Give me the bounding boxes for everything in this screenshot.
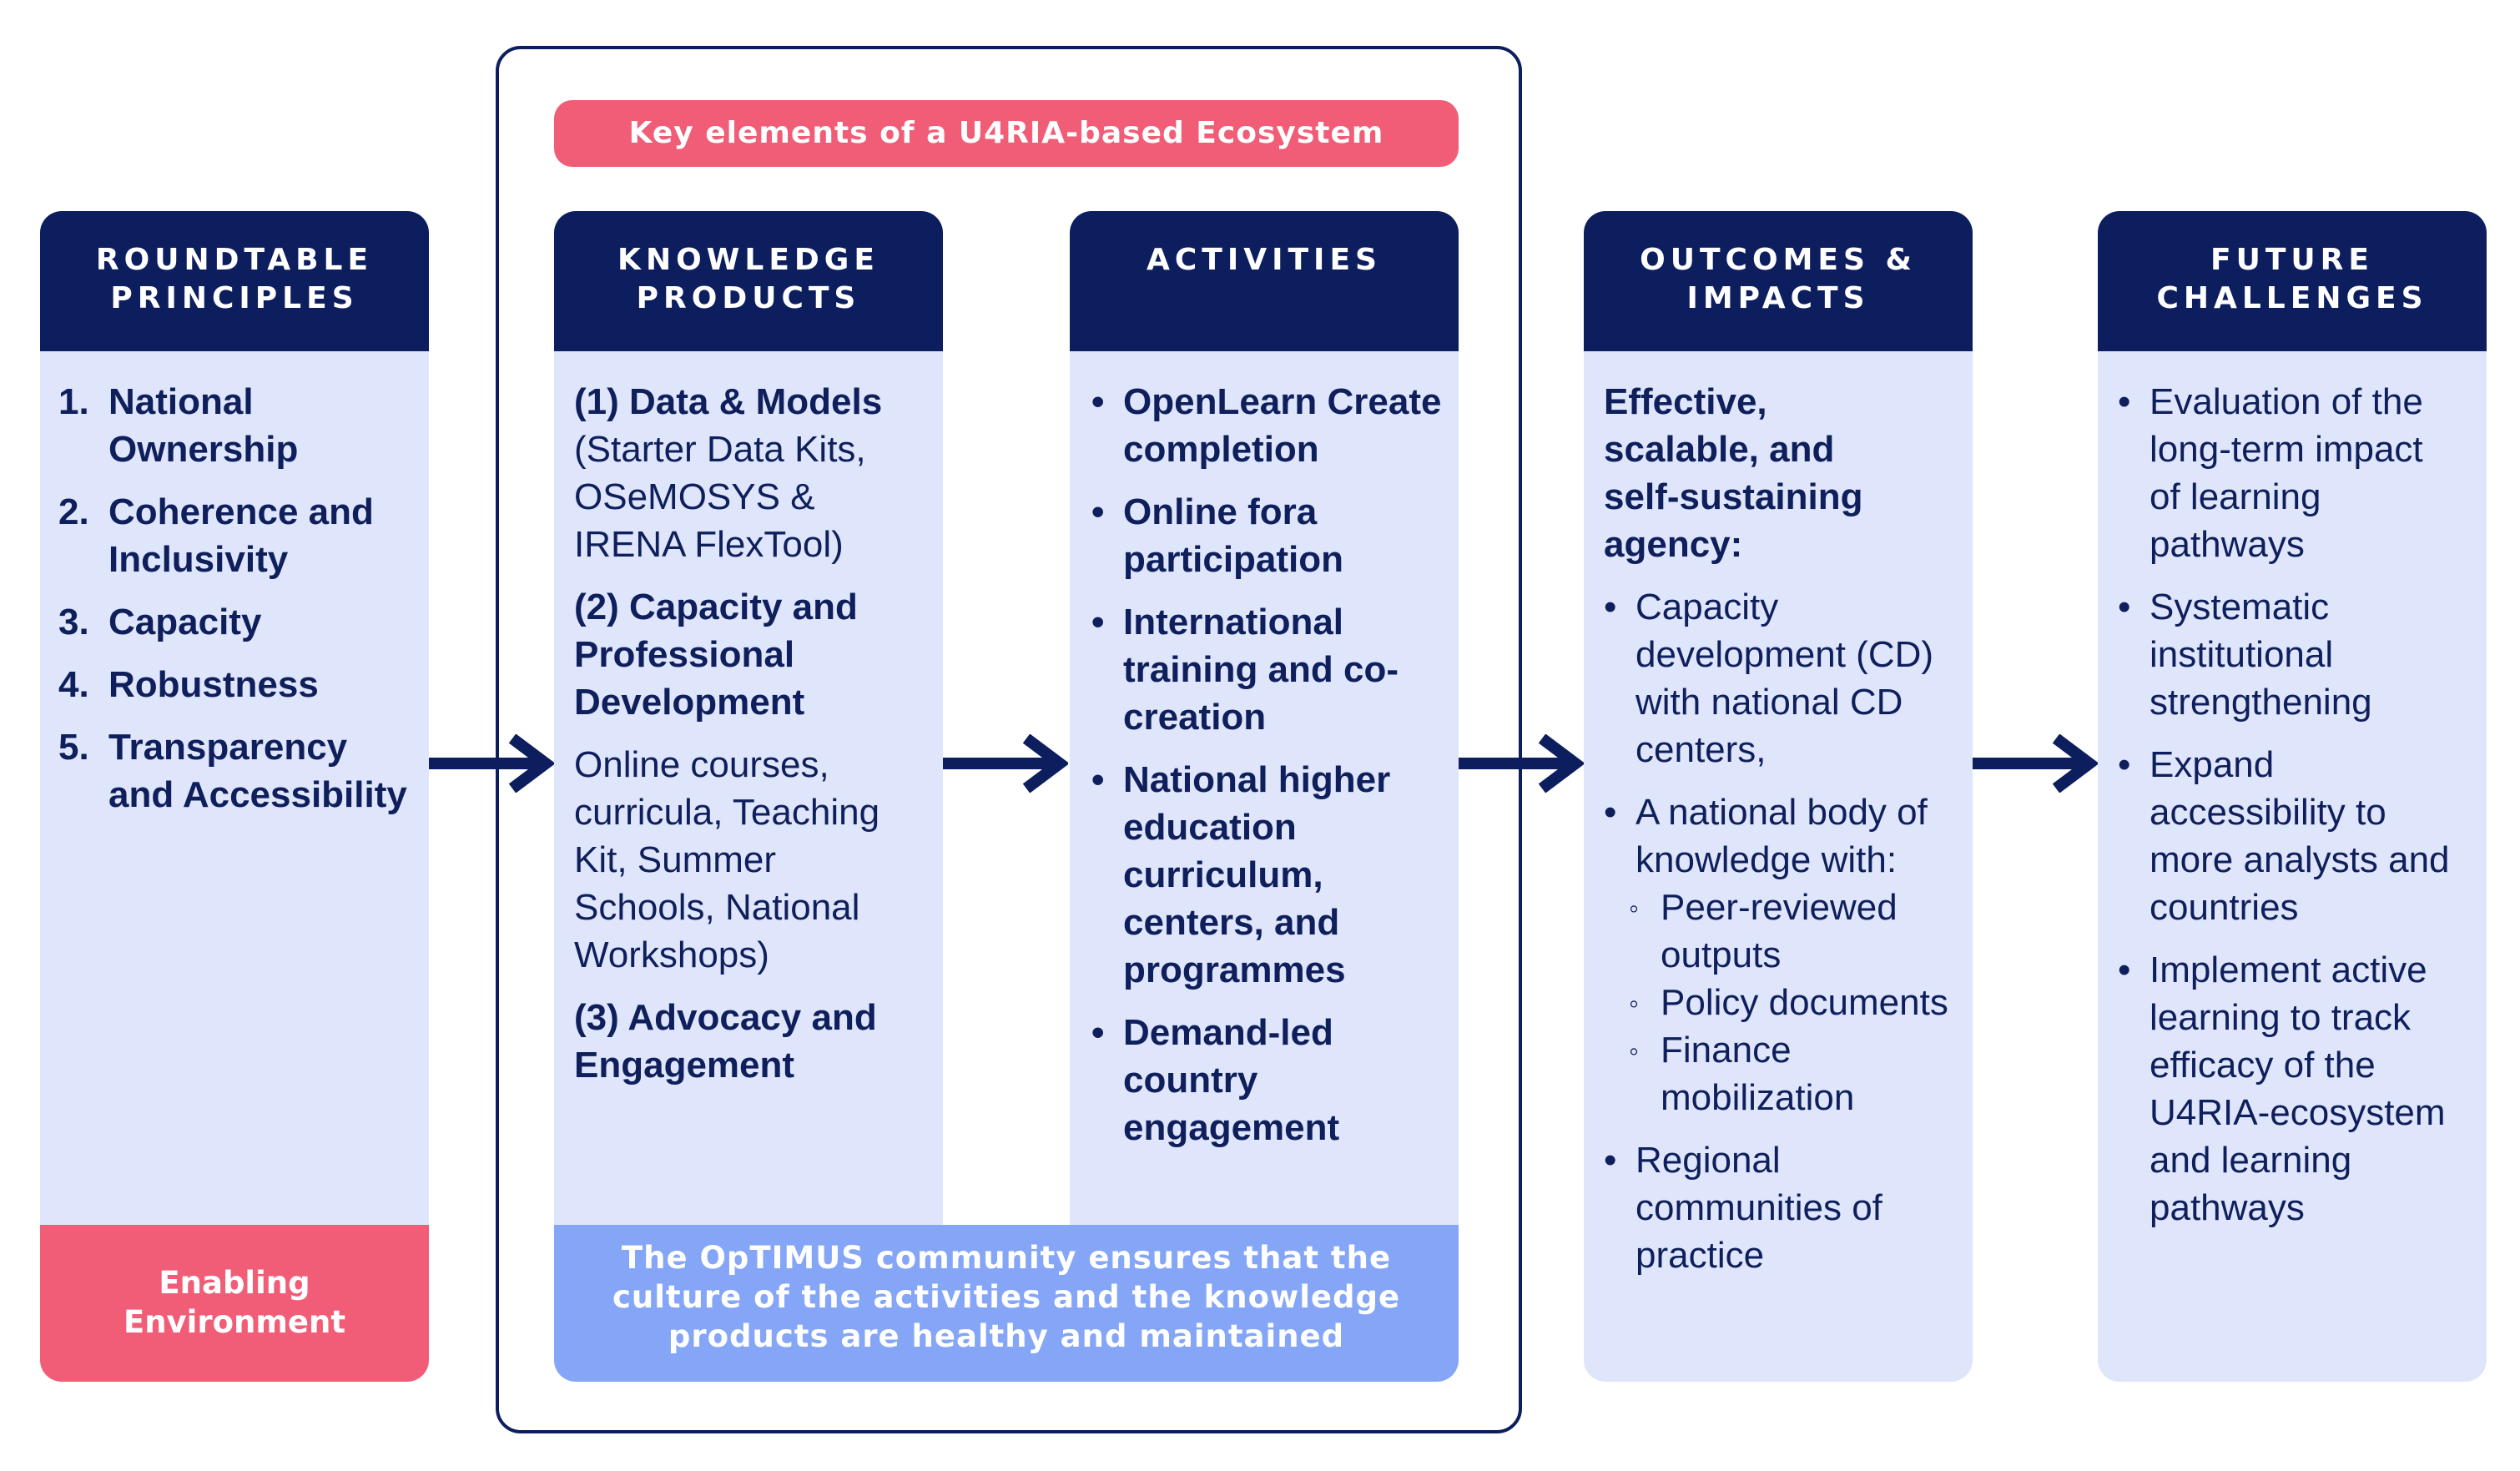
column-future-challenges — [2098, 211, 2487, 1382]
column-knowledge-products — [554, 211, 943, 1225]
outcome-subitem: ◦ Peer-reviewed outputs — [1604, 884, 1956, 979]
column-body — [554, 351, 943, 1225]
column-title: KNOWLEDGE PRODUCTS — [554, 211, 943, 351]
arrow-right-icon — [943, 734, 1068, 793]
outcomes-lead: Effective, scalable, and self-sustaining agency: — [1604, 381, 1863, 565]
outcome-item: • Capacity development (CD) with national CD centers, — [1604, 583, 1956, 773]
outcome-item: • Regional communities of practice — [1604, 1136, 1956, 1279]
column-title: ACTIVITIES — [1070, 211, 1459, 351]
column-outcomes-impacts — [1584, 211, 1973, 1382]
outcome-subitem: ◦ Finance mobilization — [1604, 1026, 1956, 1121]
knowledge-block-body: (Starter Data Kits, OSeMOSYS & IRENA FlexTool) — [574, 429, 866, 565]
principle-item: 5. Transparency and Accessibility — [58, 727, 407, 815]
challenge-item: • Evaluation of the long-term impact of learning pathways — [2118, 378, 2462, 568]
knowledge-block-heading: (2) Capacity and Professional Development — [574, 587, 858, 723]
arrow-right-icon — [1459, 734, 1584, 793]
challenge-item: • Expand accessibility to more analysts and countries — [2118, 741, 2462, 931]
activity-item: • OpenLearn Create completion — [1091, 378, 1447, 473]
activity-item: • Demand-led country engagement — [1091, 1009, 1447, 1151]
principles-list — [58, 378, 429, 819]
outcome-subitem: ◦ Policy documents — [1604, 979, 1956, 1026]
challenge-item: • Systematic institutional strengthening — [2118, 583, 2462, 726]
ecosystem-banner: Key elements of a U4RIA-based Ecosystem — [554, 100, 1459, 167]
column-body — [2098, 351, 2487, 1382]
principle-item: 2. Coherence and Inclusivity — [58, 491, 374, 580]
column-title: OUTCOMES & IMPACTS — [1584, 211, 1973, 351]
column-title: FUTURE CHALLENGES — [2098, 211, 2487, 351]
enabling-environment: Enabling Environment — [40, 1225, 429, 1382]
activities-list — [1091, 378, 1447, 1151]
outcome-item: • A national body of knowledge with: ◦ Peer-reviewed outputs ◦ Policy documents ◦ Finance mobilization — [1604, 788, 1956, 1121]
column-roundtable-principles — [40, 211, 429, 1225]
community-note: The OpTIMUS community ensures that the culture of the activities and the knowledge products are healthy and maintained — [554, 1225, 1459, 1382]
challenges-list — [2118, 378, 2462, 1232]
column-activities — [1070, 211, 1459, 1225]
knowledge-block-body: Online courses, curricula, Teaching Kit, Summer Schools, National Workshops) — [574, 744, 880, 975]
principle-item: 1. National Ownership — [58, 381, 299, 470]
column-body — [1584, 351, 1973, 1382]
challenge-item: • Implement active learning to track efficacy of the U4RIA-ecosystem and learning pathways — [2118, 946, 2462, 1232]
principle-item: 4. Robustness — [58, 664, 319, 705]
arrow-right-icon — [429, 734, 554, 793]
activity-item: • National higher education curriculum, centers, and programmes — [1091, 756, 1447, 994]
outcomes-list — [1604, 583, 1956, 1279]
column-body — [40, 351, 429, 1225]
column-title: ROUNDTABLE PRINCIPLES — [40, 211, 429, 351]
column-body — [1070, 351, 1459, 1225]
arrow-right-icon — [1973, 734, 2098, 793]
activity-item: • Online fora participation — [1091, 488, 1447, 583]
activity-item: • International training and co-creation — [1091, 598, 1447, 741]
knowledge-block-heading: (1) Data & Models — [574, 381, 883, 422]
outcome-sublist — [1604, 884, 1956, 1121]
knowledge-block-heading: (3) Advocacy and Engagement — [574, 997, 877, 1086]
principle-item: 3. Capacity — [58, 602, 262, 642]
